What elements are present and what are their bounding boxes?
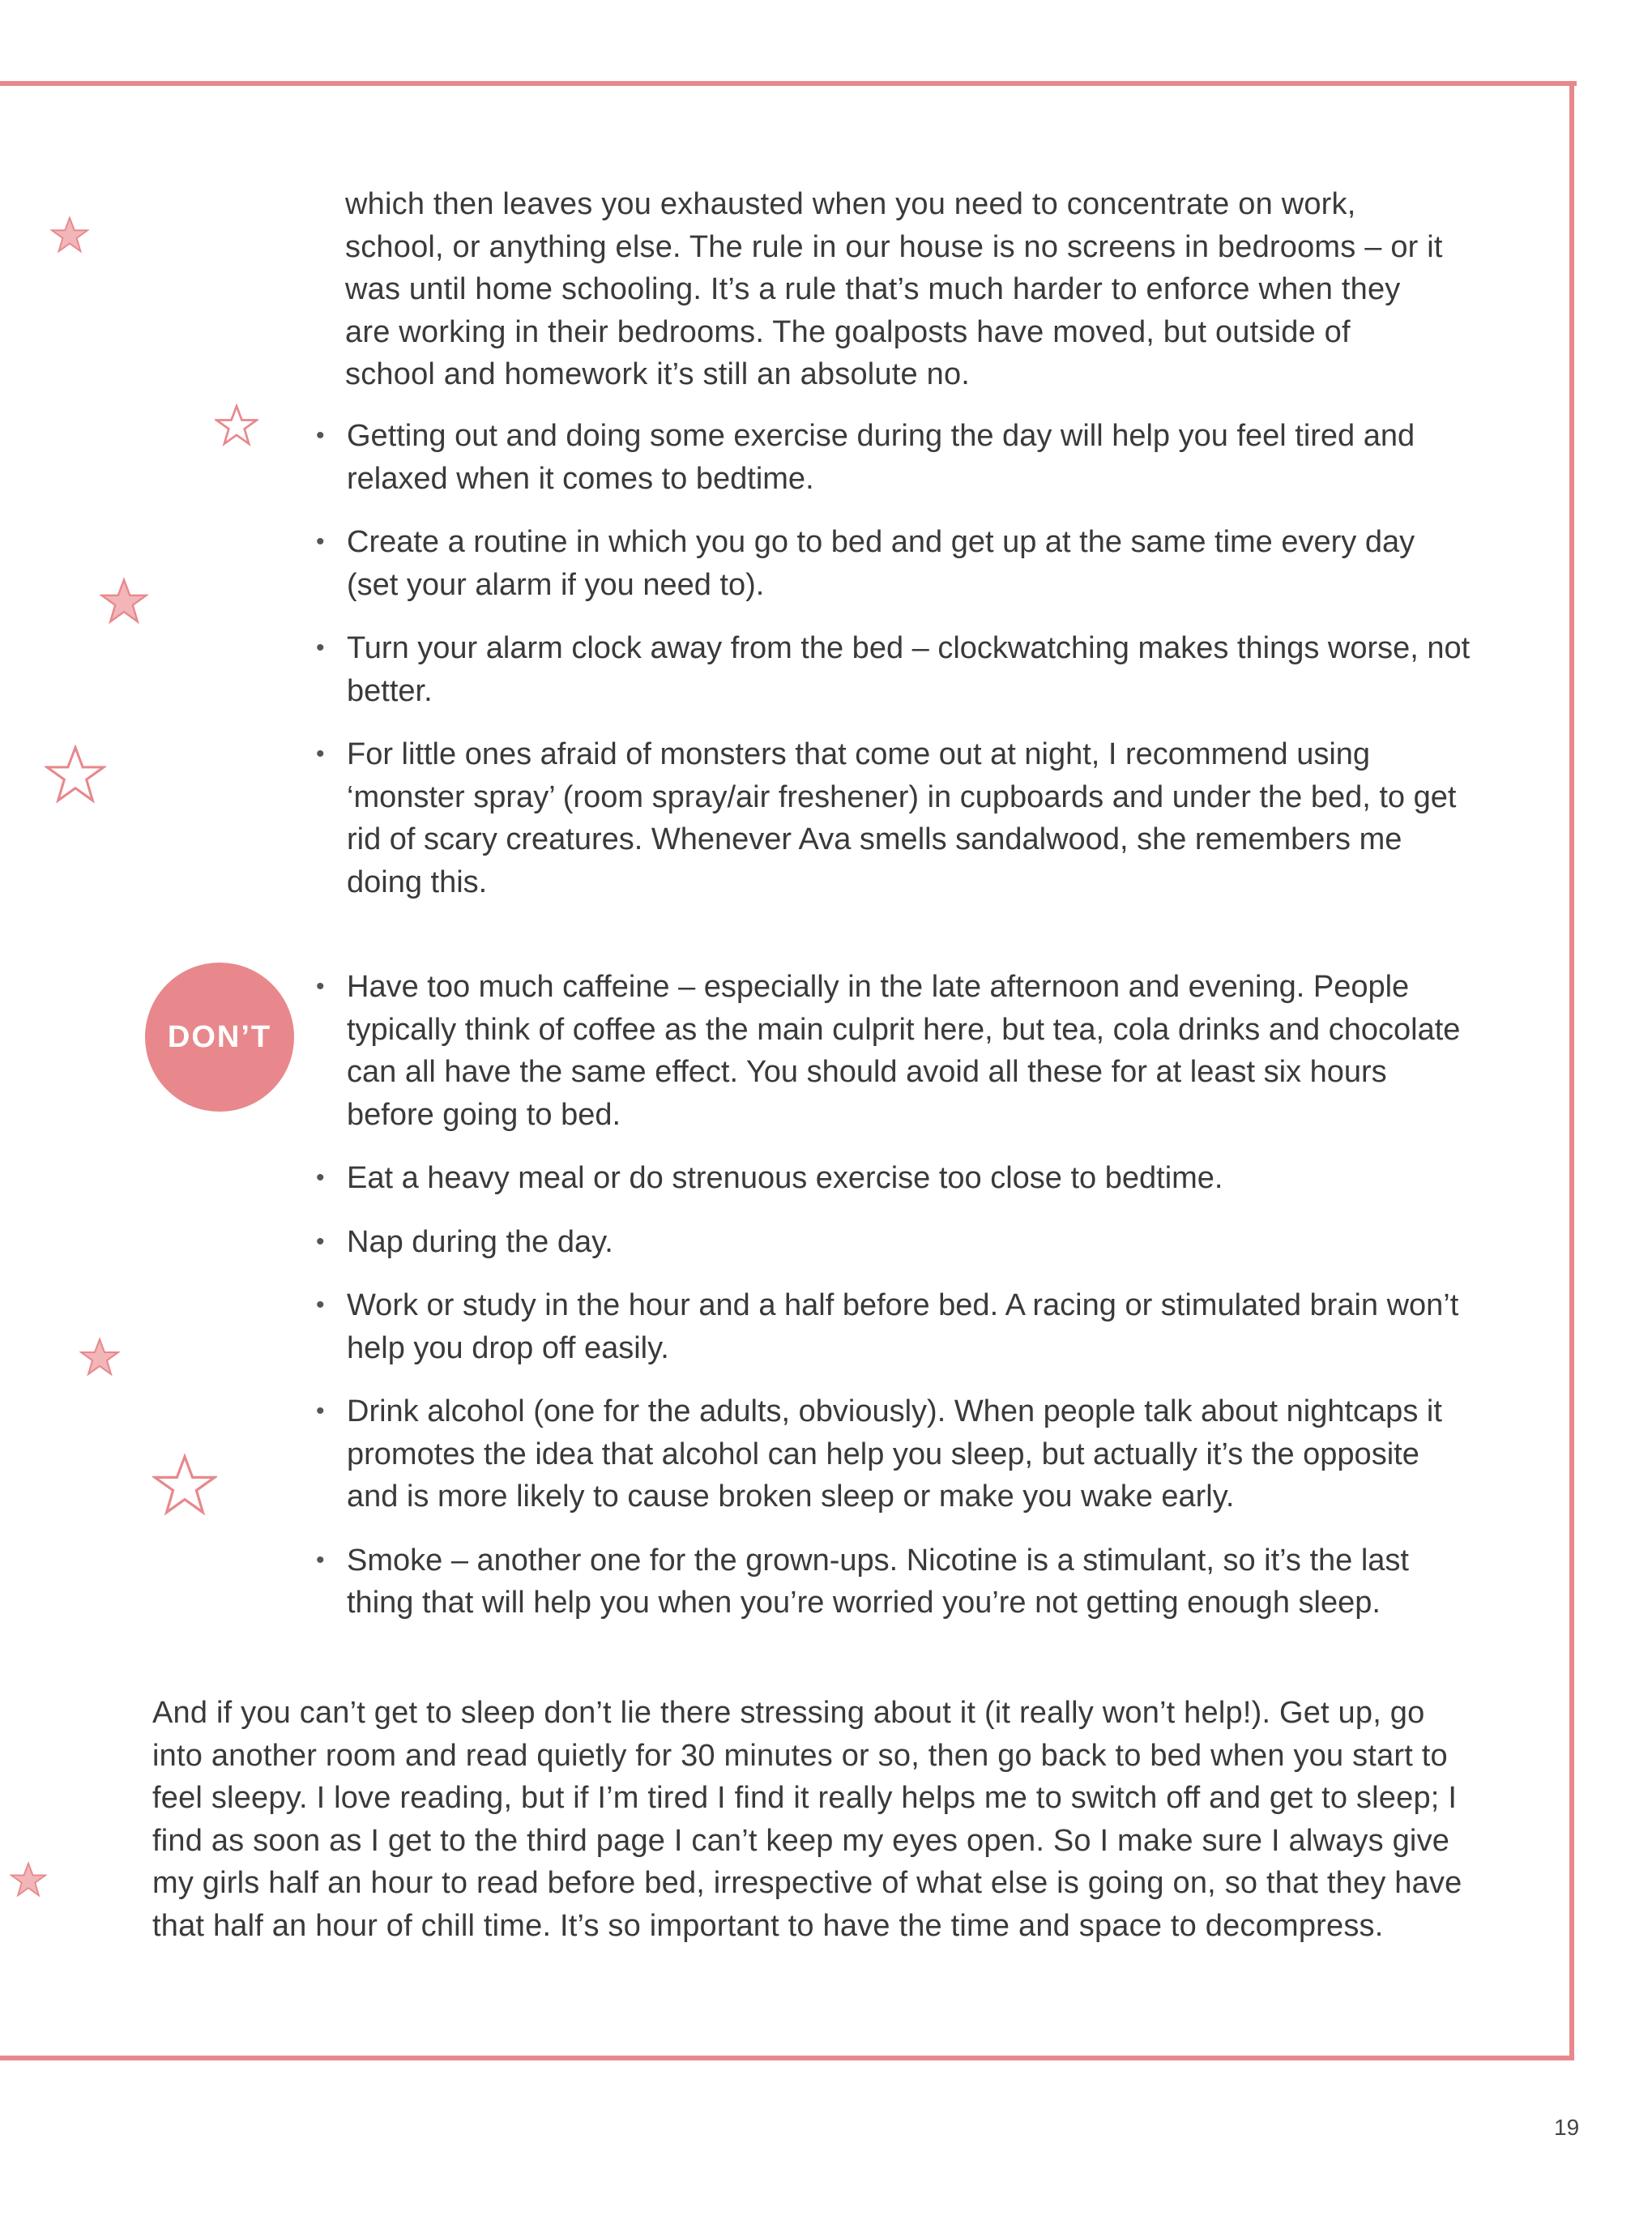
list-item: • Smoke – another one for the grown-ups. Nicotine is a stimulant, so it’s the last thing that will help you when you’re worried you’re not getting enough sleep. (316, 1539, 1475, 1625)
star-icon (215, 403, 258, 447)
star-icon (79, 1337, 120, 1377)
closing-paragraph: And if you can’t get to sleep don’t lie there stressing about it (it really won’t help!). Get up, go into another room and read quietly for 30 minutes or so, then go back to bed when you start to feel sleepy. I love reading, but if I’m tired I find it really helps me to switch off and get to sleep; I find as soon as I get to the third page I can’t keep my eyes open. So I make sure I always give my girls half an hour to read before bed, irrespective of what else is going on, so that they have that half an hour of chill time. It’s so important to have the time and space to decompress. (152, 1696, 1462, 1943)
list-item: • Have too much caffeine – especially in the late afternoon and evening. People typically think of coffee as the main culprit here, but tea, cola drinks and chocolate can all have the same effect. You should avoid all these for at least six hours before going to bed. (316, 966, 1475, 1136)
list-item: • Drink alcohol (one for the adults, obviously). When people talk about nightcaps it promotes the idea that alcohol can help you sleep, but actually it’s the opposite and is more likely to cause broken sleep or make you wake early. (316, 1390, 1475, 1518)
star-icon (100, 577, 148, 626)
star-icon (10, 1861, 47, 1898)
list-item: • Create a routine in which you go to bed and get up at the same time every day (set your alarm if you need to). (316, 521, 1475, 606)
dont-badge: DON’T (145, 963, 294, 1112)
star-icon (152, 1453, 217, 1518)
list-item: • Eat a heavy meal or do strenuous exercise too close to bedtime. (316, 1157, 1475, 1200)
list-item: • Work or study in the hour and a half before bed. A racing or stimulated brain won’t help you drop off easily. (316, 1284, 1475, 1369)
dont-list (316, 966, 1475, 1646)
intro-paragraph: which then leaves you exhausted when you need to concentrate on work, school, or anything else. The rule in our house is no screens in bedrooms – or it was until home schooling. It’s a rule that’s much harder to enforce when they are working in their bedrooms. The goalposts have moved, but outside of school and homework it’s still an absolute no. (345, 187, 1443, 391)
page-number: 19 (1554, 2115, 1580, 2140)
list-item: • Nap during the day. (316, 1221, 1475, 1264)
list-item: • Getting out and doing some exercise during the day will help you feel tired and relaxed when it comes to bedtime. (316, 415, 1475, 500)
list-item: • For little ones afraid of monsters that come out at night, I recommend using ‘monster spray’ (room spray/air freshener) in cupboards and under the bed, to get rid of scary creatures. Whenever Ava smells sandalwood, she remembers me doing this. (316, 733, 1475, 903)
star-icon (50, 216, 89, 254)
do-list (316, 415, 1475, 924)
star-icon (45, 744, 106, 805)
list-item: • Turn your alarm clock away from the bed – clockwatching makes things worse, not better. (316, 627, 1475, 712)
